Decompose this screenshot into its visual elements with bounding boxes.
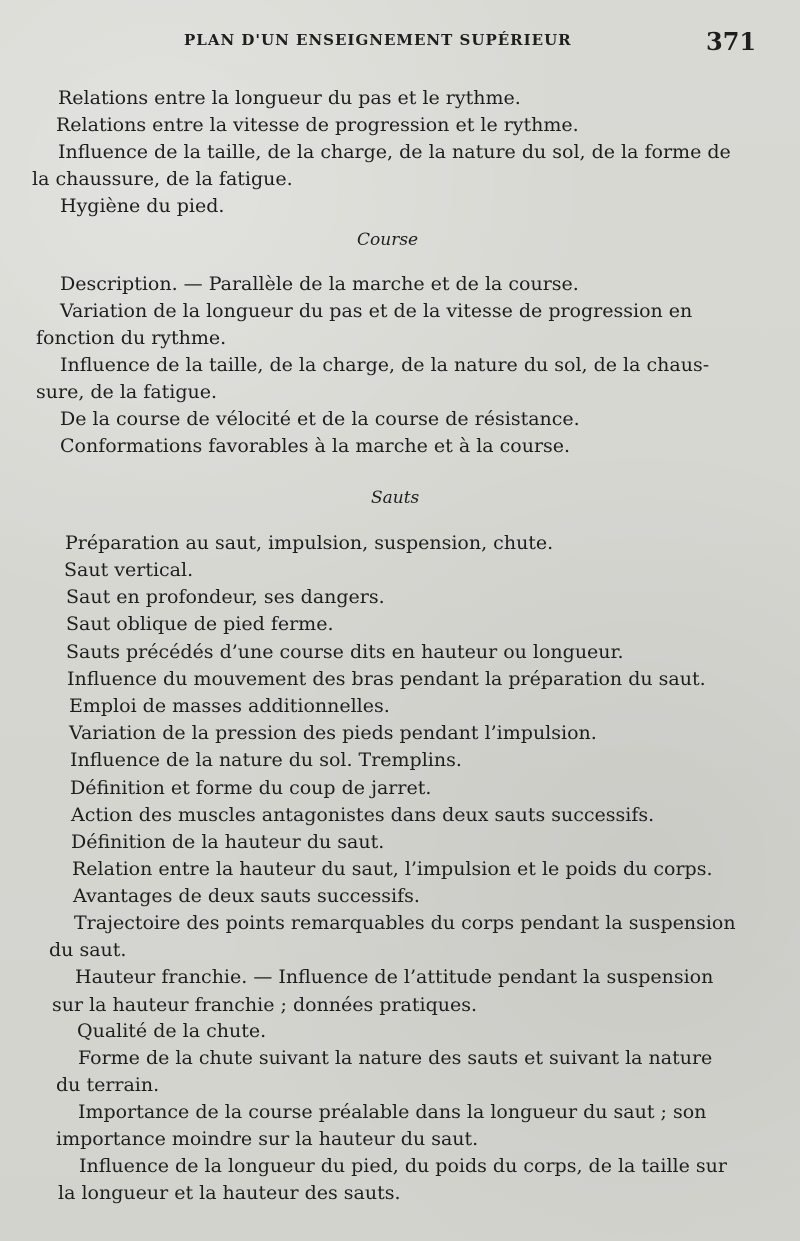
section-heading: Course <box>357 230 419 250</box>
page-number: 371 <box>706 27 757 56</box>
text-line: Définition et forme du coup de jarret. <box>70 777 432 799</box>
text-line: Saut vertical. <box>64 559 194 581</box>
text-line: Conformations favorables à la marche et à la course. <box>60 435 571 457</box>
text-line: Influence de la taille, de la charge, de la nature du sol, de la forme de <box>58 141 731 163</box>
text-line: Trajectoire des points remarquables du corps pendant la suspension <box>74 912 736 934</box>
text-line: Qualité de la chute. <box>77 1020 267 1042</box>
text-line: Relations entre la longueur du pas et le rythme. <box>58 87 521 109</box>
text-line: Influence de la nature du sol. Tremplins. <box>70 749 462 771</box>
text-line: sur la hauteur franchie ; données pratiques. <box>52 994 478 1016</box>
text-line: Influence de la longueur du pied, du poids du corps, de la taille sur <box>79 1155 727 1177</box>
section-heading: Sauts <box>371 488 420 508</box>
text-line: Sauts précédés d’une course dits en hauteur ou longueur. <box>66 641 624 663</box>
text-line: De la course de vélocité et de la course de résistance. <box>60 408 580 430</box>
text-line: Saut en profondeur, ses dangers. <box>66 586 385 608</box>
text-line: Relations entre la vitesse de progression et le rythme. <box>56 114 579 136</box>
text-line: Saut oblique de pied ferme. <box>66 613 334 635</box>
text-line: Action des muscles antagonistes dans deux sauts successifs. <box>71 804 655 826</box>
text-line: Importance de la course préalable dans la longueur du saut ; son <box>78 1101 707 1123</box>
running-title: PLAN D'UN ENSEIGNEMENT SUPÉRIEUR <box>184 31 572 49</box>
text-line: Définition de la hauteur du saut. <box>71 831 385 853</box>
text-line: Préparation au saut, impulsion, suspension, chute. <box>65 532 554 554</box>
text-line: du terrain. <box>56 1074 160 1096</box>
text-line: fonction du rythme. <box>36 327 227 349</box>
text-line: sure, de la fatigue. <box>36 381 218 403</box>
text-line: Relation entre la hauteur du saut, l’impulsion et le poids du corps. <box>72 858 713 880</box>
text-line: Forme de la chute suivant la nature des sauts et suivant la nature <box>78 1047 713 1069</box>
text-line: Hygiène du pied. <box>60 195 225 217</box>
text-line: Hauteur franchie. — Influence de l’attitude pendant la suspension <box>75 966 714 988</box>
text-line: la longueur et la hauteur des sauts. <box>58 1182 401 1204</box>
text-line: Variation de la pression des pieds pendant l’impulsion. <box>69 722 597 744</box>
text-line: importance moindre sur la hauteur du saut. <box>56 1128 479 1150</box>
text-line: du saut. <box>49 939 127 961</box>
text-line: Avantages de deux sauts successifs. <box>73 885 420 907</box>
text-line: Emploi de masses additionnelles. <box>69 695 390 717</box>
text-line: la chaussure, de la fatigue. <box>32 168 293 190</box>
text-line: Influence de la taille, de la charge, de la nature du sol, de la chaus- <box>60 354 710 376</box>
text-line: Variation de la longueur du pas et de la vitesse de progression en <box>60 300 693 322</box>
text-line: Influence du mouvement des bras pendant la préparation du saut. <box>67 668 706 690</box>
text-line: Description. — Parallèle de la marche et de la course. <box>60 273 579 295</box>
